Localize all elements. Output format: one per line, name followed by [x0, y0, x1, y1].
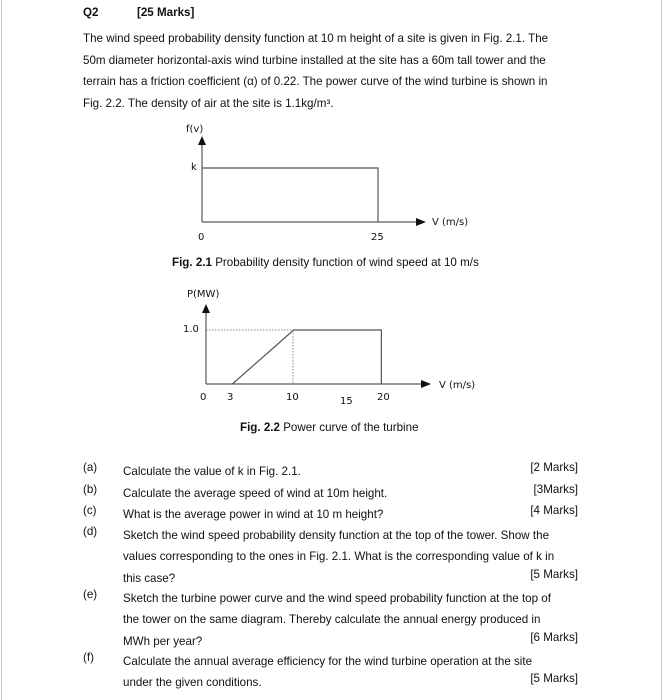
x-axis-label: V (m/s)	[439, 380, 476, 391]
question-label: (f)	[83, 651, 94, 664]
question-label: (d)	[83, 525, 98, 538]
caption-label: Fig. 2.1	[172, 256, 212, 269]
question-label: (c)	[83, 504, 97, 517]
question-line: What is the average power in wind at 10 m height?	[123, 508, 384, 521]
x-axis-arrow-icon	[421, 380, 431, 388]
question-line: Sketch the wind speed probability density function at the top of the tower. Show the	[123, 529, 550, 542]
figure-2-1-caption	[172, 256, 479, 269]
x-tick-label: 15	[340, 396, 353, 407]
question-label: (b)	[83, 483, 98, 496]
power-curve-line	[232, 330, 381, 384]
caption-label: Fig. 2.2	[240, 421, 280, 434]
y-axis-label: P(MW)	[187, 289, 220, 300]
question-text	[123, 651, 573, 694]
x-tick-label: 25	[371, 232, 384, 243]
caption-text: Probability density function of wind speed at 10 m/s	[215, 256, 479, 269]
question-line: MWh per year?	[123, 634, 203, 648]
question-marks: [25 Marks]	[137, 6, 195, 19]
x-axis-arrow-icon	[416, 218, 426, 226]
question-marks: [6 Marks]	[530, 630, 578, 644]
question-text	[123, 588, 573, 652]
intro-line: 50m diameter horizontal-axis wind turbine installed at the site has a 60m tall tower and the	[83, 53, 546, 67]
y-axis-label: f(v)	[186, 124, 204, 135]
y-axis-arrow-icon	[202, 304, 210, 313]
x-tick-label: 20	[377, 392, 390, 403]
intro-line: terrain has a friction coefficient (α) of 0.22. The power curve of the wind turbine is shown in	[83, 75, 548, 89]
question-line: Calculate the value of k in Fig. 2.1.	[123, 465, 301, 478]
question-marks: [3Marks]	[533, 483, 578, 496]
question-number: Q2	[83, 6, 99, 19]
question-line: the tower on the same diagram. Thereby calculate the annual energy produced in	[123, 613, 541, 627]
pdf-series-line	[202, 168, 378, 222]
question-label: (a)	[83, 461, 98, 474]
question-marks: [2 Marks]	[530, 461, 578, 474]
figure-2-2-caption	[240, 421, 419, 434]
x-tick-label: 0	[198, 232, 205, 243]
x-tick-label: 0	[200, 392, 207, 403]
question-line: Sketch the turbine power curve and the wind speed probability function at the top of	[123, 592, 551, 605]
caption-text: Power curve of the turbine	[283, 421, 419, 434]
intro-line: The wind speed probability density function at 10 m height of a site is given in Fig. 2.1. The	[83, 32, 549, 45]
x-tick-label: 10	[286, 392, 299, 403]
question-line: this case?	[123, 571, 176, 585]
question-line: Calculate the average speed of wind at 10m height.	[123, 487, 388, 500]
question-line: values corresponding to the ones in Fig. 2.1. What is the corresponding value of k in	[123, 550, 555, 564]
x-axis-label: V (m/s)	[432, 217, 469, 228]
question-text	[123, 504, 573, 525]
question-text	[123, 483, 573, 504]
question-line: under the given conditions.	[123, 676, 262, 690]
question-line: Calculate the annual average efficiency for the wind turbine operation at the site	[123, 655, 533, 668]
y-tick-label: k	[191, 162, 197, 173]
question-text	[123, 525, 573, 589]
intro-line: Fig. 2.2. The density of air at the site is 1.1kg/m³.	[83, 96, 334, 110]
question-marks: [5 Marks]	[530, 567, 578, 581]
question-marks: [4 Marks]	[530, 504, 578, 517]
y-axis-arrow-icon	[198, 136, 206, 145]
question-marks: [5 Marks]	[530, 672, 578, 686]
y-tick-label: 1.0	[183, 324, 199, 335]
x-tick-label: 3	[227, 392, 234, 403]
question-label: (e)	[83, 588, 98, 601]
question-text	[123, 461, 573, 482]
